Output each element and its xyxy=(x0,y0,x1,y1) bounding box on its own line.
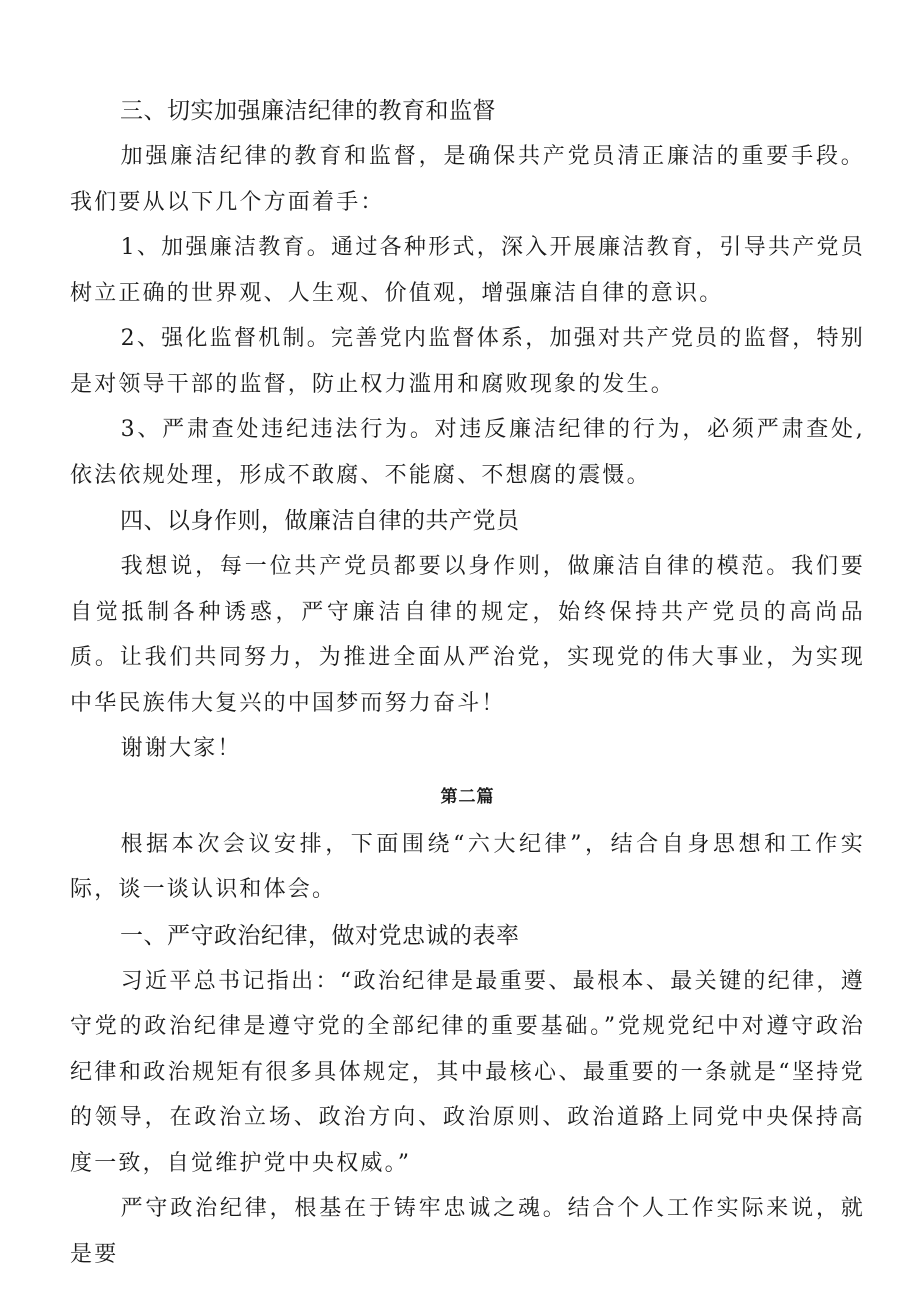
heading-section-1: 一、严守政治纪律，做对党忠诚的表率 xyxy=(120,922,520,949)
paragraph: 谢谢大家！ xyxy=(120,736,242,761)
heading-section-4: 四、以身作则，做廉洁自律的共产党员 xyxy=(120,508,520,534)
paragraph: 2、强化监督机制。完善党内监督体系，加强对共产党员的监督，特别是对领导干部的监督，防止权力滥用和腐败现象的发生。 xyxy=(70,326,865,397)
paragraph: 我想说，每一位共产党员都要以身作则，做廉洁自律的模范。我们要自觉抵制各种诱惑，严守廉洁自律的规定，始终保持共产党员的高尚品质。让我们共同努力，为推进全面从严治党，实现党的伟大事业，为实现中华民族伟大复兴的中国梦而努力奋斗！ xyxy=(70,554,865,716)
paragraph: 加强廉洁纪律的教育和监督，是确保共产党员清正廉洁的重要手段。我们要从以下几个方面着手： xyxy=(70,144,865,215)
heading-section-3: 三、切实加强廉洁纪律的教育和监督 xyxy=(120,98,496,124)
paragraph: 严守政治纪律，根基在于铸牢忠诚之魂。结合个人工作实际来说，就是要 xyxy=(70,1196,865,1267)
paragraph: 根据本次会议安排，下面围绕“六大纪律”，结合自身思想和工作实际，谈一谈认识和体会。 xyxy=(70,831,865,902)
paragraph: 习近平总书记指出：“政治纪律是最重要、最根本、最关键的纪律，遵守党的政治纪律是遵守党的全部纪律的重要基础。”党规党纪中对遵守政治纪律和政治规矩有很多具体规定，其中最核心、最重要的一条就是“坚持党的领导，在政治立场、政治方向、政治原则、政治道路上同党中央保持高度一致，自觉维护党中央权威。” xyxy=(70,968,865,1176)
paragraph: 1、加强廉洁教育。通过各种形式，深入开展廉洁教育，引导共产党员树立正确的世界观、人生观、价值观，增强廉洁自律的意识。 xyxy=(70,235,865,306)
part-title: 第二篇 xyxy=(440,786,495,807)
paragraph: 3、严肃查处违纪违法行为。对违反廉洁纪律的行为，必须严肃查处,依法依规处理，形成不敢腐、不能腐、不想腐的震慑。 xyxy=(70,417,865,488)
